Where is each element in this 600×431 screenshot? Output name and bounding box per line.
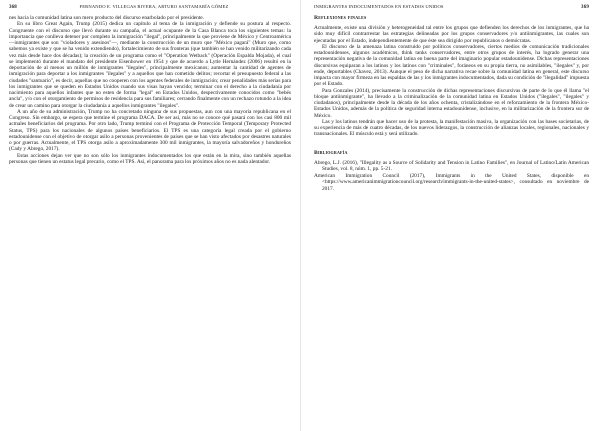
paragraph: En su libro Great Again, Trump (2015) dedica un capítulo al tema de la inmigración y defiende su postura al respecto. Congruente con el discurso que llevó durante su campaña, el actual ocupante de la Casa Blanca toca los siguientes temas: la importancia que conlleva detener por completo la inmigración "ilegal", principalmente la que proviene de México y Centroamérica —inmigrantes que son "violadores y asesinos"—, mediante la construcción de un muro que "México pagará" (Muro que, como sabemos ya existe y que se ha venido extendiendo), fortalecimiento de sus fronteras (que también se han venido militarizando cada vez más desde hace dos décadas); la creación de un programa como el "Operation Wetback" (Operación Espalda Mojada), el cual se implementó durante el mandato del presidente Eisenhower en 1954 y que de acuerdo a Lytle Hernández (2006) resultó en la deportación de al menos un millón de inmigrantes "ilegales", principalmente mexicanos; aumentar la cantidad de agentes de inmigración para deportar a los inmigrantes "ilegales" y a aquellos que han cometido delitos; recortar el presupuesto federal a las ciudades "santuario", es decir, aquellas que no cooperen con los agentes federales de inmigración; crear penalidades más serias para los inmigrantes que se queden en Estados Unidos cuando sus visas hayan vencido; terminar con el derecho a la ciudadanía por nacimiento para aquellos infantes que no esten de forma "legal" en Estados Unidos, despectivamente conocidos como "bebés ancla", y/o con el otorgamiento de permisos de residencia para sus familiares; cerrando finalmente con un rechazo rotundo a la idea de crear un camino para otorgar la ciudadanía a aquellos inmigrantes "ilegales". (9, 21, 291, 109)
page-number: 369 (581, 5, 589, 10)
running-head: INMIGRANTES INDOCUMENTADOS EN ESTADOS UNIDOS (314, 4, 444, 9)
bibliography-list (314, 160, 589, 192)
running-head: FERNANDO E. VILLEGAS RIVERA, ARTURO SANTAMARÍA GÓMEZ (79, 4, 229, 9)
right-page-header (314, 4, 589, 12)
section-heading: Reflexiones finales (314, 15, 367, 21)
paragraph: A un año de su administración, Trump no ha concretado ninguna de sus propuestas, aun con una mayoría republicana en el Congreso. Sin embargo, se espera que termine el programa DACA. De ser así, más no se conoce qué pasará con los casi 800 mil acmales beneficiarios del programa. Por otro lado, Trump terminó con el Programa de Protección Temporal (Temporary Protected Status, TPS) para los nacionales de algunos países beneficiarios. El TPS es una categoría legal creada por el gobierno estadounidense con el objetivo de otorgar asilo a personas provenientes de países que se han visto afectados por desastres naturales o por guerras. Actualmente, el TPS otorga asilo a aproximadamente 300 mil inmigrantes, la mayoría salvadoreños y hondureños (Cady y Abrego, 2017). (9, 108, 291, 153)
paragraph: Estas acciones dejan ver que no son sólo los inmigrantes indocumentados los que están en la mira, sino también aquellas personas que tienen un estatus legal precario, como el TPS. Así, el panorama para los próximos años no es nada alentador. (9, 152, 291, 165)
paragraph: nes hacia la comunidad latina son mero producto del discurso enarbolado por el presidente. (9, 15, 204, 21)
paragraph: Actualmente, existe una división y heterogeneidad tal entre los grupos que defienden los derechos de los inmigrantes, que ha sido muy difícil contrarrestar las estrategias delineadas por los grupos conservadores y/o antiinmigrantes, las cuales son ejecutadas por el Estado, independientemente de que éste sea dirigido por republicanos o demócratas. (314, 25, 589, 44)
bibliography-entry: American Immigration Council (2017), Immigrants in the United States, disponible en <https://www.americanimmigrationcouncil.org/research/immigrants-in-the-united-states>, consultado en noviembre de 2017. (314, 173, 589, 192)
right-page-body (314, 25, 589, 138)
paragraph: Las y los latinos tendrán que hacer uso de la protesta, la manifestación masiva, la organización con las bases societarias, de su experiencia de más de cuatro décadas, de los nuevos liderazgos, la construcción de alianzas locales, regionales, nacionales y transnacionales. El músculo está y será utilizado. (314, 118, 589, 138)
left-page-body (9, 15, 291, 165)
page-number: 368 (9, 5, 17, 10)
paragraph: Para Gonzales (2014), precisamente la construcción de dichas representaciones discursivas de parte de lo que él llama "el bloque antiinmigrante", ha llevado a la criminalización de la comunidad latina en Estados Unidos ("ilegales", "ilegales" y ciudadanos), principalmente desde la década de los años ochenta, cristalizándose en el reforzamiento de la frontera México-Estados Unidos, además de la política de seguridad interna estadounidense, inclusive, en la militarización de la frontera sur de México. (314, 87, 589, 119)
bibliography-heading: Bibliografía (314, 149, 348, 156)
right-page (300, 0, 600, 431)
paragraph: El discurso de la amenaza latina construido por políticos conservadores, ciertos medios de comunicación tradicionales estadounidenses, algunos académicos, think tanks conservadores, entre otros grupos de interés, ha logrado generar una representación negativa de la comunidad latina en buena parte del imaginario popular estadounidense. Dichas representaciones discursivas equiparan a los latinos y los latinos con "criminales", foráneos en su propia tierra, no asimilables, "ilegales" y, por ende, deportables (Chavez, 2013). Aunque el peso de dicha narrativa recae sobre la comunidad latina en general, este discurso impacta con mayor firmeza en las espaldas de las y los inmigrantes indocumentados, dada su condición de "ilegalidad" impuesta por el Estado. (314, 43, 589, 88)
bibliography-entry: Abrego, L.J. (2016), "Illegality as a Source of Solidarity and Tension in Latino Families", en Journal of Latino/Latin American Studies, vol. 8, núm. 1, pp. 5-21. (314, 159, 589, 172)
left-page-header (9, 4, 291, 12)
